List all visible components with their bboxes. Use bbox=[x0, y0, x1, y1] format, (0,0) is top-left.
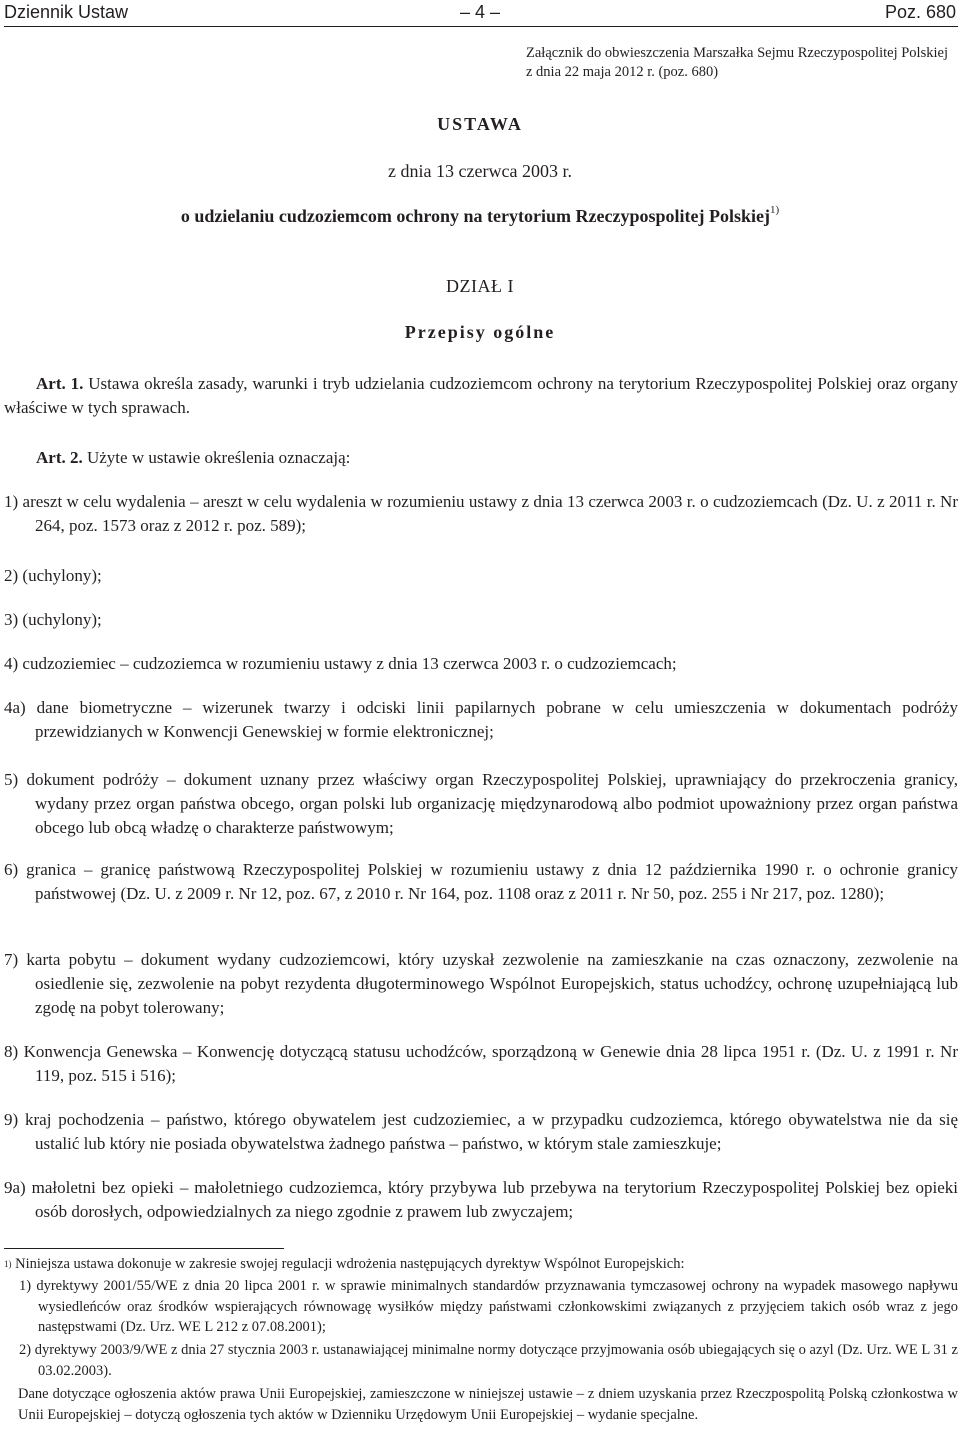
division-title: Przepisy ogólne bbox=[404, 322, 556, 342]
definition-item: 6) granica – granicę państwową Rzeczypospolitej Polskiej w rozumieniu ustawy z dnia 12 października 1990 r. o ochronie granicy państwowej (Dz. U. z 2009 r. Nr 12, poz. 67, z 2010 r. Nr 164, poz. 1108 oraz z 2011 r. Nr 50, poz. 255 i Nr 217, poz. 1280); bbox=[4, 860, 958, 903]
footnote bbox=[4, 1254, 958, 1274]
footnote-note: Dane dotyczące ogłoszenia aktów prawa Unii Europejskiej, zamieszczone w niniejszej ustawie – z dniem uzyskania przez Rzeczpospolitą Polską członkostwa w Unii Europejskiej – dotyczą ogłoszenia tych aktów w Dzienniku Urzędowym Unii Europejskiej – wydanie specjalne. bbox=[18, 1386, 958, 1423]
definition-item: 1) areszt w celu wydalenia – areszt w celu wydalenia w rozumieniu ustawy z dnia 13 czerwca 2003 r. o cudzoziemcach (Dz. U. z 2011 r. Nr 264, poz. 1573 oraz z 2012 r. poz. 589); bbox=[4, 492, 958, 535]
footnote-intro: Niniejsza ustawa dokonuje w zakresie swojej regulacji wdrożenia następujących dyrektyw Wspólnot Europejskich: bbox=[11, 1256, 685, 1272]
act-title: USTAWA bbox=[437, 114, 523, 134]
definition-item: 8) Konwencja Genewska – Konwencję dotyczącą statusu uchodźców, sporządzoną w Genewie dnia 28 lipca 1951 r. (Dz. U. z 1991 r. Nr 119, poz. 515 i 516); bbox=[4, 1042, 958, 1085]
division-heading: DZIAŁ I bbox=[446, 276, 514, 296]
definition-item: 5) dokument podróży – dokument uznany przez właściwy organ Rzeczypospolitej Polskiej, uprawniający do przekroczenia granicy, wydany przez organ państwa obcego, organ polski lub organizację międzynarodową albo podmiot upoważniony przez organ państwa obcego lub obcą władzę o charakterze państwowym; bbox=[4, 770, 958, 837]
page-header bbox=[0, 0, 960, 26]
definition-item: 4) cudzoziemiec – cudzoziemca w rozumieniu ustawy z dnia 13 czerwca 2003 r. o cudzoziemcach; bbox=[4, 654, 677, 673]
act-date: z dnia 13 czerwca 2003 r. bbox=[388, 161, 572, 181]
article-2 bbox=[4, 446, 958, 470]
header-rule bbox=[4, 26, 958, 27]
footnote-item: 2) dyrektywy 2003/9/WE z dnia 27 stycznia 2003 r. ustanawiającej minimalne normy dotyczące przyjmowania osób ubiegających się o azyl (Dz. Urz. WE L 31 z 03.02.2003). bbox=[19, 1342, 958, 1379]
footnote-item: 1) dyrektywy 2001/55/WE z dnia 20 lipca 2001 r. w sprawie minimalnych standardów przyznawania tymczasowej ochrony na wypadek masowego napływu wysiedleńców oraz środków wspierających równowagę wysiłków między państwami członkowskimi związanych z przyjęciem takich osób wraz z jego następstwami (Dz. Urz. WE L 212 z 07.08.2001); bbox=[19, 1278, 958, 1335]
definition-item: 4a) dane biometryczne – wizerunek twarzy i odciski linii papilarnych pobrane w celu umieszczenia w dokumentach podróży przewidzianych w Konwencji Genewskiej w formie elektronicznej; bbox=[4, 698, 958, 741]
definition-item: 7) karta pobytu – dokument wydany cudzoziemcowi, który uzyskał zezwolenie na zamieszkanie na czas oznaczony, zezwolenie na osiedlenie się, zezwolenie na pobyt rezydenta długoterminowego Wspólnot Europejskich, status uchodźcy, ochronę uzupełniającą lub zgodę na pobyt tolerowany; bbox=[4, 950, 958, 1017]
act-subject-text: o udzielaniu cudzoziemcom ochrony na terytorium Rzeczypospolitej Polskiej bbox=[180, 206, 770, 226]
definition-item: 9a) małoletni bez opieki – małoletniego cudzoziemca, który przybywa lub przebywa na terytorium Rzeczypospolitej Polskiej bez opieki osób dorosłych, odpowiedzialnych za niego zgodnie z prawem lub zwyczajem; bbox=[4, 1178, 958, 1221]
article-1-label: Art. 1. bbox=[36, 374, 84, 393]
article-2-text: Użyte w ustawie określenia oznaczają: bbox=[82, 448, 351, 467]
footnote-reference: 1) bbox=[769, 204, 780, 216]
article-2-label: Art. 2. bbox=[36, 448, 83, 467]
footnote-mark: 1) bbox=[4, 1259, 12, 1269]
footnote-rule bbox=[4, 1248, 284, 1249]
journal-name: Dziennik Ustaw bbox=[4, 2, 129, 22]
annex-note: Załącznik do obwieszczenia Marszałka Sejmu Rzeczypospolitej Polskiej z dnia 22 maja 2012 r. (poz. 680) bbox=[526, 45, 948, 80]
definition-item: 3) (uchylony); bbox=[4, 610, 102, 629]
article-1-text: Ustawa określa zasady, warunki i tryb udzielania cudzoziemcom ochrony na terytorium Rzeczypospolitej Polskiej oraz organy właściwe w tych sprawach. bbox=[4, 374, 958, 417]
definition-item: 9) kraj pochodzenia – państwo, którego obywatelem jest cudzoziemiec, a w przypadku cudzoziemca, którego obywatelstwa nie da się ustalić lub który nie posiada obywatelstwa żadnego państwa – państwo, w którym stale zamieszkuje; bbox=[4, 1110, 958, 1153]
act-subject bbox=[0, 206, 960, 227]
article-1 bbox=[4, 372, 958, 420]
position-number: Poz. 680 bbox=[884, 2, 956, 22]
definition-item: 2) (uchylony); bbox=[4, 566, 102, 585]
page-number: – 4 – bbox=[459, 2, 501, 22]
